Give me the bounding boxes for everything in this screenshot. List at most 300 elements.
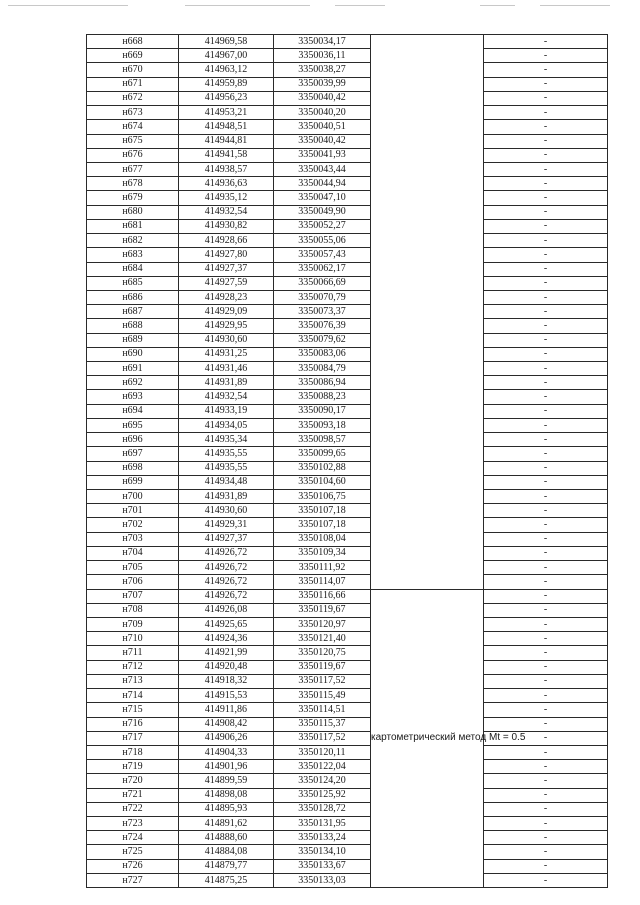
table-row	[87, 148, 608, 162]
point-id-cell: н702	[87, 518, 179, 532]
note-cell: -	[484, 35, 608, 49]
x-coordinate-cell: 414924,36	[179, 632, 274, 646]
note-cell: -	[484, 646, 608, 660]
table-row	[87, 689, 608, 703]
y-coordinate-cell: 3350076,39	[274, 319, 371, 333]
note-cell: -	[484, 276, 608, 290]
note-cell: -	[484, 589, 608, 603]
method-cell	[371, 35, 484, 590]
y-coordinate-cell: 3350044,94	[274, 177, 371, 191]
table-row	[87, 518, 608, 532]
point-id-cell: н705	[87, 561, 179, 575]
note-cell: -	[484, 134, 608, 148]
y-coordinate-cell: 3350047,10	[274, 191, 371, 205]
note-cell: -	[484, 760, 608, 774]
y-coordinate-cell: 3350039,99	[274, 77, 371, 91]
note-cell: -	[484, 290, 608, 304]
point-id-cell: н711	[87, 646, 179, 660]
y-coordinate-cell: 3350079,62	[274, 333, 371, 347]
point-id-cell: н718	[87, 745, 179, 759]
note-cell: -	[484, 859, 608, 873]
note-cell: -	[484, 873, 608, 887]
table-row	[87, 77, 608, 91]
x-coordinate-cell: 414933,19	[179, 404, 274, 418]
point-id-cell: н706	[87, 575, 179, 589]
x-coordinate-cell: 414879,77	[179, 859, 274, 873]
point-id-cell: н695	[87, 418, 179, 432]
point-id-cell: н690	[87, 347, 179, 361]
x-coordinate-cell: 414898,08	[179, 788, 274, 802]
table-row	[87, 873, 608, 887]
x-coordinate-cell: 414934,48	[179, 475, 274, 489]
note-cell: -	[484, 788, 608, 802]
x-coordinate-cell: 414925,65	[179, 617, 274, 631]
table-row	[87, 262, 608, 276]
point-id-cell: н676	[87, 148, 179, 162]
y-coordinate-cell: 3350086,94	[274, 376, 371, 390]
table-row	[87, 162, 608, 176]
y-coordinate-cell: 3350117,52	[274, 731, 371, 745]
table-row	[87, 490, 608, 504]
point-id-cell: н710	[87, 632, 179, 646]
y-coordinate-cell: 3350040,51	[274, 120, 371, 134]
point-id-cell: н720	[87, 774, 179, 788]
point-id-cell: н685	[87, 276, 179, 290]
table-row	[87, 475, 608, 489]
point-id-cell: н715	[87, 703, 179, 717]
table-row	[87, 788, 608, 802]
point-id-cell: н684	[87, 262, 179, 276]
point-id-cell: н669	[87, 49, 179, 63]
y-coordinate-cell: 3350073,37	[274, 305, 371, 319]
table-row	[87, 660, 608, 674]
y-coordinate-cell: 3350098,57	[274, 433, 371, 447]
y-coordinate-cell: 3350104,60	[274, 475, 371, 489]
x-coordinate-cell: 414931,89	[179, 490, 274, 504]
x-coordinate-cell: 414930,60	[179, 333, 274, 347]
coordinates-table-body	[87, 35, 608, 888]
table-row	[87, 376, 608, 390]
table-row	[87, 191, 608, 205]
note-cell: -	[484, 234, 608, 248]
table-row	[87, 703, 608, 717]
y-coordinate-cell: 3350134,10	[274, 845, 371, 859]
point-id-cell: н693	[87, 390, 179, 404]
table-row	[87, 617, 608, 631]
note-cell: -	[484, 447, 608, 461]
point-id-cell: н675	[87, 134, 179, 148]
x-coordinate-cell: 414963,12	[179, 63, 274, 77]
y-coordinate-cell: 3350034,17	[274, 35, 371, 49]
note-cell: -	[484, 390, 608, 404]
y-coordinate-cell: 3350119,67	[274, 660, 371, 674]
note-cell: -	[484, 248, 608, 262]
x-coordinate-cell: 414920,48	[179, 660, 274, 674]
x-coordinate-cell: 414956,23	[179, 91, 274, 105]
note-cell: -	[484, 49, 608, 63]
note-cell: -	[484, 120, 608, 134]
x-coordinate-cell: 414967,00	[179, 49, 274, 63]
note-cell: -	[484, 490, 608, 504]
point-id-cell: н674	[87, 120, 179, 134]
table-row	[87, 418, 608, 432]
y-coordinate-cell: 3350066,69	[274, 276, 371, 290]
x-coordinate-cell: 414891,62	[179, 817, 274, 831]
table-row	[87, 91, 608, 105]
note-cell: -	[484, 575, 608, 589]
point-id-cell: н692	[87, 376, 179, 390]
y-coordinate-cell: 3350128,72	[274, 802, 371, 816]
note-cell: -	[484, 106, 608, 120]
table-row	[87, 817, 608, 831]
note-cell: -	[484, 802, 608, 816]
x-coordinate-cell: 414930,82	[179, 219, 274, 233]
y-coordinate-cell: 3350062,17	[274, 262, 371, 276]
note-cell: -	[484, 561, 608, 575]
point-id-cell: н704	[87, 546, 179, 560]
y-coordinate-cell: 3350120,97	[274, 617, 371, 631]
table-row	[87, 433, 608, 447]
x-coordinate-cell: 414895,93	[179, 802, 274, 816]
note-cell: -	[484, 333, 608, 347]
table-row	[87, 205, 608, 219]
point-id-cell: н686	[87, 290, 179, 304]
point-id-cell: н691	[87, 362, 179, 376]
point-id-cell: н726	[87, 859, 179, 873]
point-id-cell: н712	[87, 660, 179, 674]
x-coordinate-cell: 414884,08	[179, 845, 274, 859]
y-coordinate-cell: 3350088,23	[274, 390, 371, 404]
note-cell: -	[484, 603, 608, 617]
x-coordinate-cell: 414941,58	[179, 148, 274, 162]
y-coordinate-cell: 3350121,40	[274, 632, 371, 646]
x-coordinate-cell: 414926,72	[179, 546, 274, 560]
note-cell: -	[484, 745, 608, 759]
y-coordinate-cell: 3350107,18	[274, 504, 371, 518]
table-row	[87, 745, 608, 759]
note-cell: -	[484, 418, 608, 432]
y-coordinate-cell: 3350116,66	[274, 589, 371, 603]
note-cell: -	[484, 717, 608, 731]
x-coordinate-cell: 414953,21	[179, 106, 274, 120]
y-coordinate-cell: 3350108,04	[274, 532, 371, 546]
x-coordinate-cell: 414929,95	[179, 319, 274, 333]
note-cell: -	[484, 177, 608, 191]
page-top-scan-marks	[0, 5, 640, 11]
point-id-cell: н668	[87, 35, 179, 49]
table-row	[87, 532, 608, 546]
x-coordinate-cell: 414888,60	[179, 831, 274, 845]
point-id-cell: н696	[87, 433, 179, 447]
table-row	[87, 35, 608, 49]
y-coordinate-cell: 3350052,27	[274, 219, 371, 233]
y-coordinate-cell: 3350133,67	[274, 859, 371, 873]
table-row	[87, 845, 608, 859]
x-coordinate-cell: 414906,26	[179, 731, 274, 745]
method-cell	[371, 589, 526, 888]
note-cell: -	[484, 546, 608, 560]
note-cell: -	[484, 219, 608, 233]
x-coordinate-cell: 414959,89	[179, 77, 274, 91]
table-row	[87, 347, 608, 361]
note-cell: -	[484, 504, 608, 518]
table-row	[87, 49, 608, 63]
x-coordinate-cell: 414915,53	[179, 689, 274, 703]
point-id-cell: н679	[87, 191, 179, 205]
point-id-cell: н721	[87, 788, 179, 802]
point-id-cell: н697	[87, 447, 179, 461]
point-id-cell: н698	[87, 461, 179, 475]
y-coordinate-cell: 3350070,79	[274, 290, 371, 304]
x-coordinate-cell: 414929,09	[179, 305, 274, 319]
point-id-cell: н727	[87, 873, 179, 887]
point-id-cell: н677	[87, 162, 179, 176]
x-coordinate-cell: 414936,63	[179, 177, 274, 191]
x-coordinate-cell: 414908,42	[179, 717, 274, 731]
note-cell: -	[484, 617, 608, 631]
note-cell: -	[484, 91, 608, 105]
point-id-cell: н699	[87, 475, 179, 489]
table-row	[87, 717, 608, 731]
table-row	[87, 63, 608, 77]
note-cell: -	[484, 703, 608, 717]
y-coordinate-cell: 3350109,34	[274, 546, 371, 560]
y-coordinate-cell: 3350102,88	[274, 461, 371, 475]
point-id-cell: н709	[87, 617, 179, 631]
y-coordinate-cell: 3350133,03	[274, 873, 371, 887]
table-row	[87, 646, 608, 660]
point-id-cell: н713	[87, 674, 179, 688]
point-id-cell: н707	[87, 589, 179, 603]
table-row	[87, 561, 608, 575]
note-cell: -	[484, 376, 608, 390]
x-coordinate-cell: 414918,32	[179, 674, 274, 688]
point-id-cell: н689	[87, 333, 179, 347]
table-row	[87, 404, 608, 418]
table-row	[87, 603, 608, 617]
table-row	[87, 248, 608, 262]
point-id-cell: н708	[87, 603, 179, 617]
x-coordinate-cell: 414921,99	[179, 646, 274, 660]
point-id-cell: н716	[87, 717, 179, 731]
note-cell: -	[484, 162, 608, 176]
y-coordinate-cell: 3350040,42	[274, 91, 371, 105]
note-cell: -	[484, 845, 608, 859]
point-id-cell: н694	[87, 404, 179, 418]
y-coordinate-cell: 3350049,90	[274, 205, 371, 219]
y-coordinate-cell: 3350084,79	[274, 362, 371, 376]
y-coordinate-cell: 3350036,11	[274, 49, 371, 63]
table-row	[87, 290, 608, 304]
table-row	[87, 390, 608, 404]
table-row	[87, 319, 608, 333]
point-id-cell: н681	[87, 219, 179, 233]
y-coordinate-cell: 3350099,65	[274, 447, 371, 461]
note-cell: -	[484, 674, 608, 688]
point-id-cell: н687	[87, 305, 179, 319]
table-row	[87, 219, 608, 233]
note-cell: -	[484, 404, 608, 418]
y-coordinate-cell: 3350114,51	[274, 703, 371, 717]
note-cell: -	[484, 347, 608, 361]
x-coordinate-cell: 414935,34	[179, 433, 274, 447]
y-coordinate-cell: 3350055,06	[274, 234, 371, 248]
y-coordinate-cell: 3350107,18	[274, 518, 371, 532]
table-row	[87, 731, 608, 745]
y-coordinate-cell: 3350106,75	[274, 490, 371, 504]
point-id-cell: н682	[87, 234, 179, 248]
note-cell: -	[484, 305, 608, 319]
point-id-cell: н723	[87, 817, 179, 831]
table-row	[87, 632, 608, 646]
table-row	[87, 831, 608, 845]
note-cell: -	[484, 831, 608, 845]
x-coordinate-cell: 414935,55	[179, 461, 274, 475]
x-coordinate-cell: 414899,59	[179, 774, 274, 788]
table-row	[87, 362, 608, 376]
y-coordinate-cell: 3350133,24	[274, 831, 371, 845]
note-cell: -	[484, 532, 608, 546]
point-id-cell: н680	[87, 205, 179, 219]
table-row	[87, 106, 608, 120]
note-cell: -	[484, 518, 608, 532]
x-coordinate-cell: 414926,72	[179, 575, 274, 589]
x-coordinate-cell: 414948,51	[179, 120, 274, 134]
point-id-cell: н671	[87, 77, 179, 91]
x-coordinate-cell: 414935,12	[179, 191, 274, 205]
x-coordinate-cell: 414901,96	[179, 760, 274, 774]
table-row	[87, 447, 608, 461]
point-id-cell: н672	[87, 91, 179, 105]
x-coordinate-cell: 414911,86	[179, 703, 274, 717]
y-coordinate-cell: 3350131,95	[274, 817, 371, 831]
x-coordinate-cell: 414929,31	[179, 518, 274, 532]
x-coordinate-cell: 414927,59	[179, 276, 274, 290]
y-coordinate-cell: 3350043,44	[274, 162, 371, 176]
table-row	[87, 575, 608, 589]
note-cell: -	[484, 77, 608, 91]
point-id-cell: н714	[87, 689, 179, 703]
point-id-cell: н725	[87, 845, 179, 859]
coordinates-table	[86, 34, 608, 888]
point-id-cell: н678	[87, 177, 179, 191]
x-coordinate-cell: 414934,05	[179, 418, 274, 432]
y-coordinate-cell: 3350111,92	[274, 561, 371, 575]
y-coordinate-cell: 3350040,20	[274, 106, 371, 120]
y-coordinate-cell: 3350083,06	[274, 347, 371, 361]
point-id-cell: н688	[87, 319, 179, 333]
table-row	[87, 760, 608, 774]
y-coordinate-cell: 3350041,93	[274, 148, 371, 162]
table-row	[87, 546, 608, 560]
y-coordinate-cell: 3350038,27	[274, 63, 371, 77]
x-coordinate-cell: 414926,08	[179, 603, 274, 617]
x-coordinate-cell: 414932,54	[179, 390, 274, 404]
y-coordinate-cell: 3350093,18	[274, 418, 371, 432]
note-cell: -	[484, 660, 608, 674]
x-coordinate-cell: 414927,37	[179, 262, 274, 276]
note-cell: -	[484, 475, 608, 489]
note-cell: -	[484, 262, 608, 276]
point-id-cell: н673	[87, 106, 179, 120]
y-coordinate-cell: 3350090,17	[274, 404, 371, 418]
x-coordinate-cell: 414927,80	[179, 248, 274, 262]
y-coordinate-cell: 3350124,20	[274, 774, 371, 788]
point-id-cell: н701	[87, 504, 179, 518]
note-cell: -	[484, 731, 608, 745]
point-id-cell: н717	[87, 731, 179, 745]
x-coordinate-cell: 414926,72	[179, 561, 274, 575]
y-coordinate-cell: 3350117,52	[274, 674, 371, 688]
x-coordinate-cell: 414931,25	[179, 347, 274, 361]
table-row	[87, 802, 608, 816]
note-cell: -	[484, 63, 608, 77]
note-cell: -	[484, 817, 608, 831]
note-cell: -	[484, 461, 608, 475]
y-coordinate-cell: 3350057,43	[274, 248, 371, 262]
table-row	[87, 276, 608, 290]
x-coordinate-cell: 414928,66	[179, 234, 274, 248]
point-id-cell: н670	[87, 63, 179, 77]
table-row	[87, 589, 608, 603]
table-row	[87, 504, 608, 518]
note-cell: -	[484, 362, 608, 376]
x-coordinate-cell: 414904,33	[179, 745, 274, 759]
x-coordinate-cell: 414931,89	[179, 376, 274, 390]
y-coordinate-cell: 3350040,42	[274, 134, 371, 148]
x-coordinate-cell: 414938,57	[179, 162, 274, 176]
table-row	[87, 674, 608, 688]
x-coordinate-cell: 414944,81	[179, 134, 274, 148]
y-coordinate-cell: 3350122,04	[274, 760, 371, 774]
point-id-cell: н724	[87, 831, 179, 845]
x-coordinate-cell: 414926,72	[179, 589, 274, 603]
x-coordinate-cell: 414931,46	[179, 362, 274, 376]
x-coordinate-cell: 414935,55	[179, 447, 274, 461]
point-id-cell: н683	[87, 248, 179, 262]
table-row	[87, 120, 608, 134]
note-cell: -	[484, 319, 608, 333]
y-coordinate-cell: 3350120,75	[274, 646, 371, 660]
x-coordinate-cell: 414875,25	[179, 873, 274, 887]
note-cell: -	[484, 205, 608, 219]
x-coordinate-cell: 414928,23	[179, 290, 274, 304]
table-row	[87, 177, 608, 191]
method-text: картометрический метод Mt = 0.5	[371, 732, 526, 744]
y-coordinate-cell: 3350114,07	[274, 575, 371, 589]
x-coordinate-cell: 414930,60	[179, 504, 274, 518]
table-row	[87, 234, 608, 248]
x-coordinate-cell: 414927,37	[179, 532, 274, 546]
note-cell: -	[484, 433, 608, 447]
note-cell: -	[484, 632, 608, 646]
table-row	[87, 461, 608, 475]
table-row	[87, 774, 608, 788]
y-coordinate-cell: 3350115,37	[274, 717, 371, 731]
note-cell: -	[484, 689, 608, 703]
table-row	[87, 859, 608, 873]
point-id-cell: н722	[87, 802, 179, 816]
note-cell: -	[484, 191, 608, 205]
table-row	[87, 305, 608, 319]
y-coordinate-cell: 3350115,49	[274, 689, 371, 703]
y-coordinate-cell: 3350125,92	[274, 788, 371, 802]
note-cell: -	[484, 148, 608, 162]
table-row	[87, 134, 608, 148]
table-row	[87, 333, 608, 347]
point-id-cell: н719	[87, 760, 179, 774]
note-cell: -	[484, 774, 608, 788]
